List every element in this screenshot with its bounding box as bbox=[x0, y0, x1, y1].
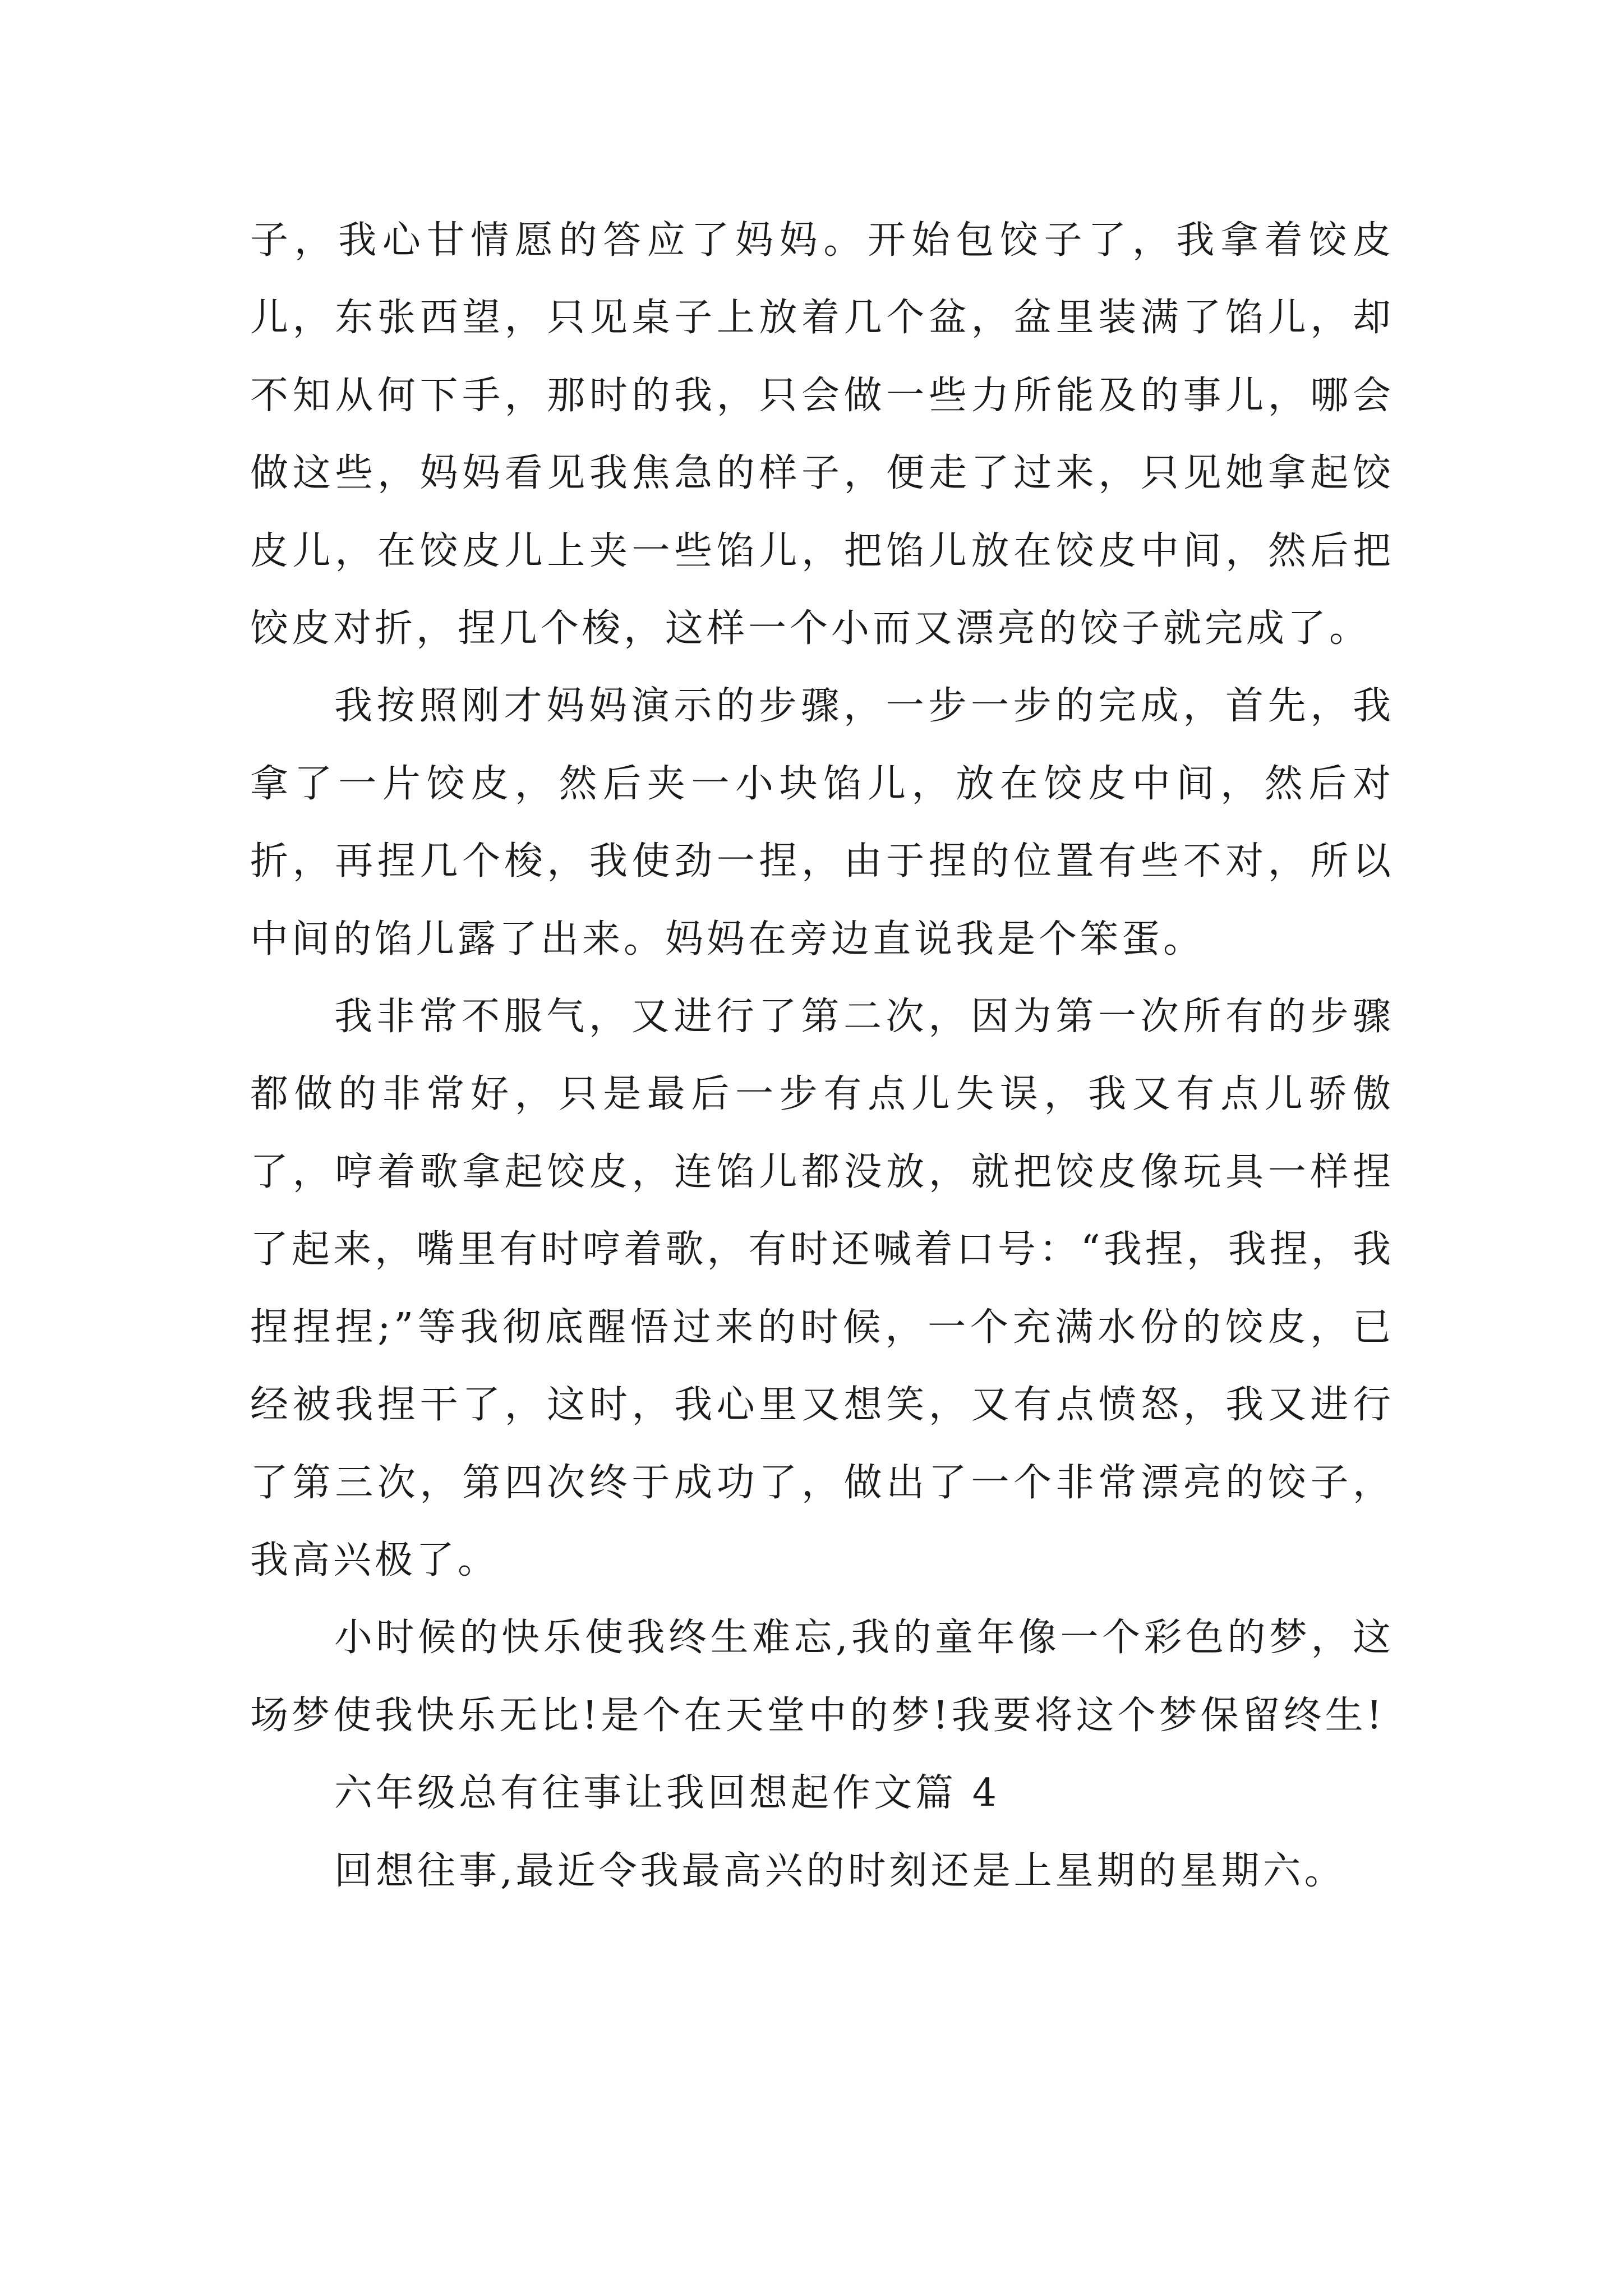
paragraph-4: 小时候的快乐使我终生难忘,我的童年像一个彩色的梦，这场梦使我快乐无比!是个在天堂中的梦!我要将这个梦保留终生! bbox=[250, 1616, 1394, 1738]
document-body bbox=[250, 202, 1394, 1910]
paragraph-5: 回想往事,最近令我最高兴的时刻还是上星期的星期六。 bbox=[334, 1848, 1346, 1893]
paragraph-3: 我非常不服气，又进行了第二次，因为第一次所有的步骤都做的非常好，只是最后一步有点儿失误，我又有点儿骄傲了，哼着歌拿起饺皮，连馅儿都没放，就把饺皮像玩具一样捏了起来，嘴里有时哼着歌，有时还喊着口号：“我捏，我捏，我捏捏捏;”等我彻底醒悟过来的时候，一个充满水份的饺皮，已经被我捏干了，这时，我心里又想笑，又有点愤怒，我又进行了第三次，第四次终于成功了，做出了一个非常漂亮的饺子，我高兴极了。 bbox=[250, 995, 1394, 1582]
section-heading: 六年级总有往事让我回想起作文篇 4 bbox=[334, 1771, 1000, 1816]
paragraph-2: 我按照刚才妈妈演示的步骤，一步一步的完成，首先，我拿了一片饺皮，然后夹一小块馅儿，放在饺皮中间，然后对折，再捏几个梭，我使劲一捏，由于捏的位置有些不对，所以中间的馅儿露了出来。妈妈在旁边直说我是个笨蛋。 bbox=[250, 684, 1394, 961]
paragraph-1: 子，我心甘情愿的答应了妈妈。开始包饺子了，我拿着饺皮儿，东张西望，只见桌子上放着几个盆，盆里装满了馅儿，却不知从何下手，那时的我，只会做一些力所能及的事儿，哪会做这些，妈妈看见我焦急的样子，便走了过来，只见她拿起饺皮儿，在饺皮儿上夹一些馅儿，把馅儿放在饺皮中间，然后把饺皮对折，捏几个梭，这样一个小而又漂亮的饺子就完成了。 bbox=[250, 218, 1394, 651]
